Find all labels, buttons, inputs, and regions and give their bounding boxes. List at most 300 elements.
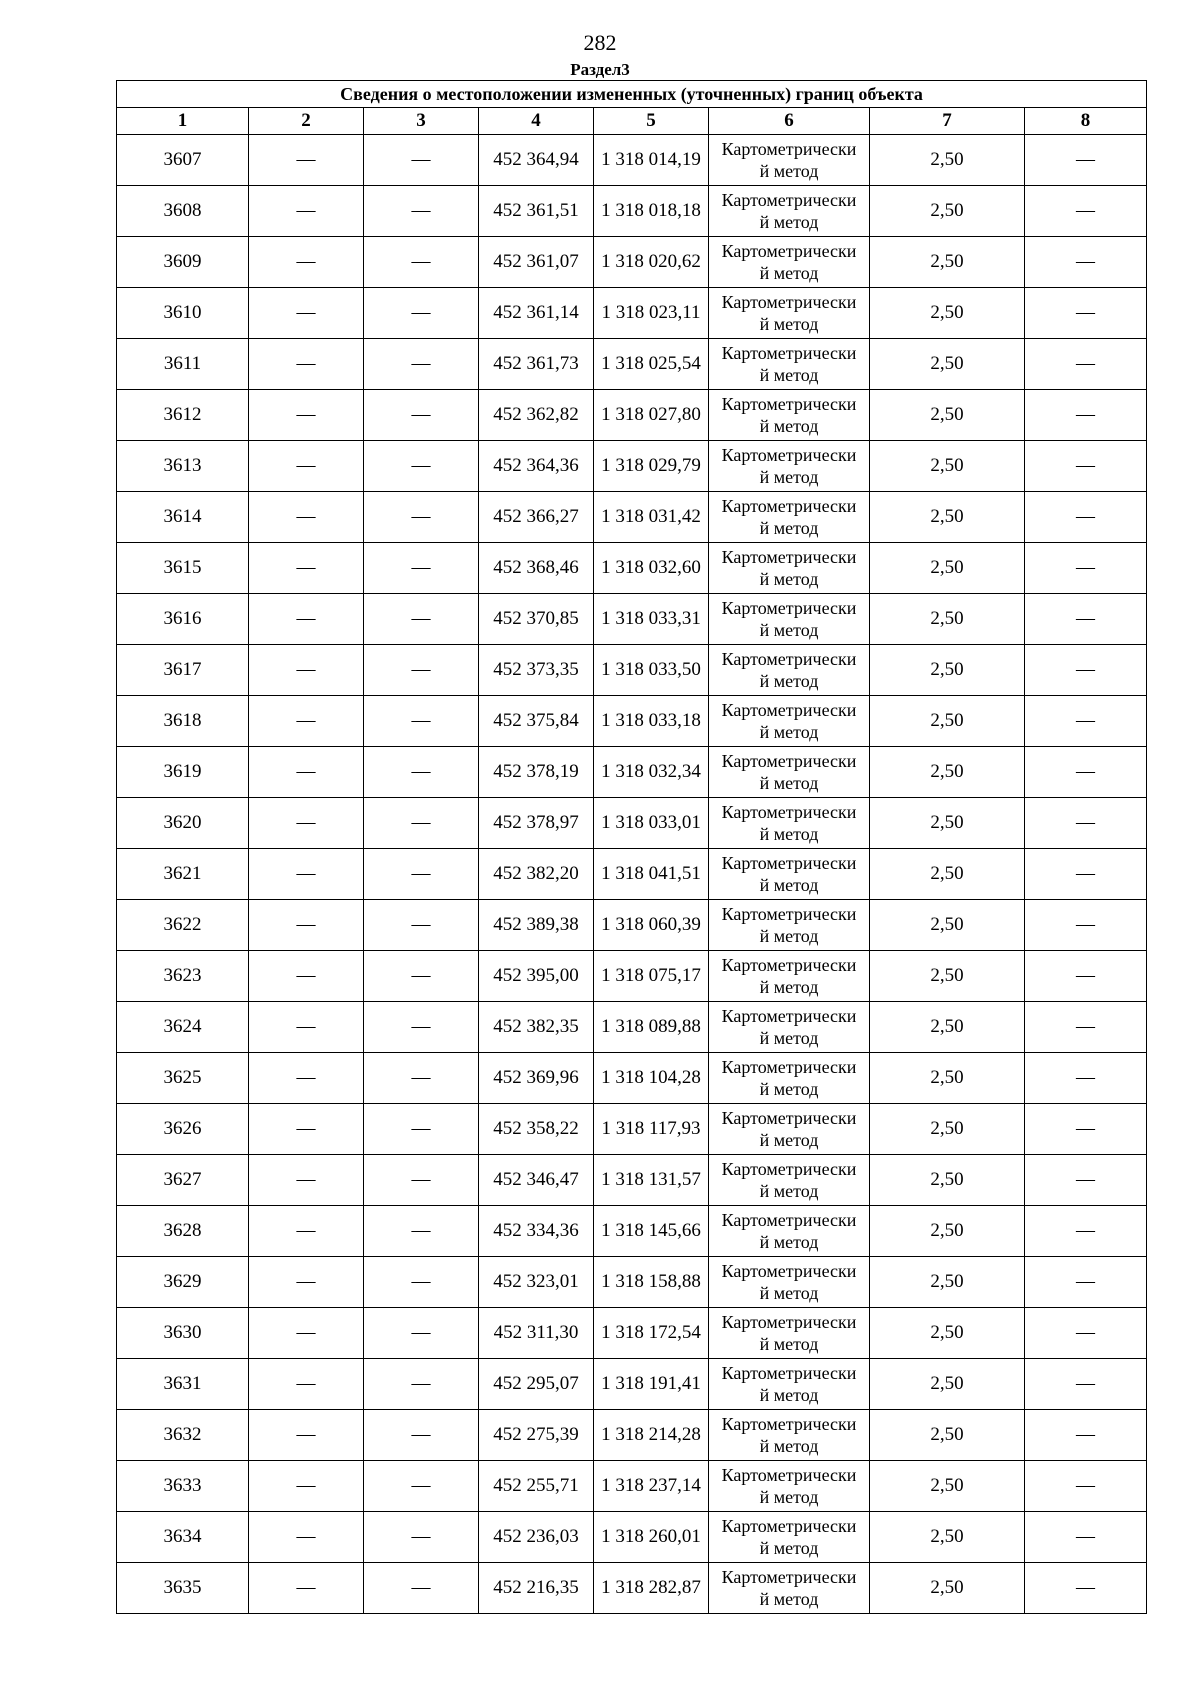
method-text-line1: Картометрически [721,598,857,618]
method-cell [709,1563,870,1614]
coordinate-y: 1 318 032,34 [594,747,709,798]
table-row [117,1002,1147,1053]
method-text-line1: Картометрически [721,1159,857,1179]
point-number: 3611 [117,339,249,390]
table-body [117,135,1147,1614]
accuracy-value: 2,50 [870,186,1025,237]
coordinate-y: 1 318 023,11 [594,288,709,339]
table-row [117,237,1147,288]
accuracy-value: 2,50 [870,441,1025,492]
empty-dash: — [1025,1308,1147,1359]
method-cell [709,900,870,951]
empty-dash: — [249,747,364,798]
point-number: 3629 [117,1257,249,1308]
empty-dash: — [249,594,364,645]
method-text-line1: Картометрически [721,1312,857,1332]
point-number: 3621 [117,849,249,900]
coordinate-x: 452 382,20 [479,849,594,900]
empty-dash: — [1025,543,1147,594]
method-text-line2: й метод [759,416,819,436]
method-text-line1: Картометрически [721,1414,857,1434]
coordinate-x: 452 311,30 [479,1308,594,1359]
empty-dash: — [249,390,364,441]
empty-dash: — [1025,1206,1147,1257]
method-text-line2: й метод [759,1334,819,1354]
table-row [117,1563,1147,1614]
method-cell [709,1104,870,1155]
method-cell [709,1359,870,1410]
table-caption: Сведения о местоположении измененных (уточненных) границ объекта [117,81,1147,108]
accuracy-value: 2,50 [870,1512,1025,1563]
method-text-line1: Картометрически [721,1006,857,1026]
coordinate-x: 452 378,19 [479,747,594,798]
empty-dash: — [364,135,479,186]
table-row [117,747,1147,798]
coordinate-x: 452 323,01 [479,1257,594,1308]
coordinate-y: 1 318 075,17 [594,951,709,1002]
point-number: 3620 [117,798,249,849]
coordinate-y: 1 318 131,57 [594,1155,709,1206]
method-text-line2: й метод [759,1079,819,1099]
accuracy-value: 2,50 [870,1155,1025,1206]
table-row [117,1104,1147,1155]
point-number: 3624 [117,1002,249,1053]
coordinate-x: 452 358,22 [479,1104,594,1155]
coordinate-x: 452 366,27 [479,492,594,543]
table-row [117,1461,1147,1512]
column-number: 3 [364,108,479,135]
empty-dash: — [1025,849,1147,900]
method-text-line2: й метод [759,1181,819,1201]
empty-dash: — [249,492,364,543]
method-cell [709,696,870,747]
point-number: 3613 [117,441,249,492]
point-number: 3623 [117,951,249,1002]
table-row [117,900,1147,951]
coordinate-y: 1 318 033,50 [594,645,709,696]
accuracy-value: 2,50 [870,645,1025,696]
table-row [117,1053,1147,1104]
method-cell [709,1257,870,1308]
point-number: 3619 [117,747,249,798]
empty-dash: — [1025,441,1147,492]
empty-dash: — [364,288,479,339]
table-row [117,1410,1147,1461]
coordinates-table [116,80,1147,1614]
table-row [117,186,1147,237]
method-cell [709,390,870,441]
method-text-line1: Картометрически [721,1567,857,1587]
table-row [117,594,1147,645]
method-cell [709,798,870,849]
method-text-line2: й метод [759,1385,819,1405]
method-text-line2: й метод [759,671,819,691]
method-text-line2: й метод [759,977,819,997]
method-text-line2: й метод [759,1436,819,1456]
coordinate-y: 1 318 145,66 [594,1206,709,1257]
empty-dash: — [1025,390,1147,441]
method-text-line1: Картометрически [721,343,857,363]
coordinate-y: 1 318 033,18 [594,696,709,747]
empty-dash: — [249,1308,364,1359]
empty-dash: — [249,186,364,237]
accuracy-value: 2,50 [870,492,1025,543]
table-row [117,849,1147,900]
method-cell [709,1410,870,1461]
coordinate-y: 1 318 060,39 [594,900,709,951]
coordinate-x: 452 378,97 [479,798,594,849]
method-text-line2: й метод [759,1538,819,1558]
empty-dash: — [364,492,479,543]
point-number: 3631 [117,1359,249,1410]
empty-dash: — [364,390,479,441]
empty-dash: — [249,1410,364,1461]
empty-dash: — [1025,1002,1147,1053]
coordinate-y: 1 318 260,01 [594,1512,709,1563]
coordinate-y: 1 318 117,93 [594,1104,709,1155]
accuracy-value: 2,50 [870,951,1025,1002]
empty-dash: — [249,951,364,1002]
method-text-line2: й метод [759,722,819,742]
empty-dash: — [364,747,479,798]
empty-dash: — [364,339,479,390]
empty-dash: — [364,900,479,951]
coordinate-y: 1 318 089,88 [594,1002,709,1053]
empty-dash: — [1025,1359,1147,1410]
empty-dash: — [364,441,479,492]
accuracy-value: 2,50 [870,1359,1025,1410]
method-text-line2: й метод [759,518,819,538]
method-text-line2: й метод [759,1589,819,1609]
point-number: 3609 [117,237,249,288]
empty-dash: — [364,1002,479,1053]
coordinate-x: 452 275,39 [479,1410,594,1461]
method-text-line1: Картометрически [721,394,857,414]
method-text-line2: й метод [759,1283,819,1303]
point-number: 3622 [117,900,249,951]
coordinate-x: 452 216,35 [479,1563,594,1614]
method-cell [709,135,870,186]
empty-dash: — [249,441,364,492]
empty-dash: — [1025,1155,1147,1206]
column-number: 4 [479,108,594,135]
empty-dash: — [1025,696,1147,747]
method-cell [709,1512,870,1563]
method-text-line1: Картометрически [721,190,857,210]
method-cell [709,645,870,696]
point-number: 3617 [117,645,249,696]
table-row [117,1206,1147,1257]
empty-dash: — [1025,135,1147,186]
table-row [117,1257,1147,1308]
coordinate-y: 1 318 191,41 [594,1359,709,1410]
method-cell [709,237,870,288]
coordinate-y: 1 318 025,54 [594,339,709,390]
empty-dash: — [364,1461,479,1512]
accuracy-value: 2,50 [870,798,1025,849]
coordinate-y: 1 318 014,19 [594,135,709,186]
coordinate-y: 1 318 031,42 [594,492,709,543]
point-number: 3616 [117,594,249,645]
method-text-line1: Картометрически [721,1261,857,1281]
method-text-line1: Картометрически [721,1516,857,1536]
accuracy-value: 2,50 [870,1563,1025,1614]
method-text-line2: й метод [759,1232,819,1252]
empty-dash: — [249,288,364,339]
empty-dash: — [364,798,479,849]
table-row [117,543,1147,594]
coordinate-x: 452 370,85 [479,594,594,645]
coordinate-x: 452 362,82 [479,390,594,441]
accuracy-value: 2,50 [870,237,1025,288]
coordinate-x: 452 395,00 [479,951,594,1002]
method-text-line2: й метод [759,161,819,181]
coordinate-y: 1 318 041,51 [594,849,709,900]
empty-dash: — [364,1155,479,1206]
empty-dash: — [364,645,479,696]
coordinate-x: 452 375,84 [479,696,594,747]
point-number: 3610 [117,288,249,339]
empty-dash: — [364,594,479,645]
coordinate-x: 452 389,38 [479,900,594,951]
empty-dash: — [364,696,479,747]
coordinate-y: 1 318 029,79 [594,441,709,492]
empty-dash: — [249,849,364,900]
empty-dash: — [1025,1461,1147,1512]
method-text-line1: Картометрически [721,292,857,312]
column-number: 1 [117,108,249,135]
empty-dash: — [364,1257,479,1308]
method-cell [709,543,870,594]
empty-dash: — [364,1053,479,1104]
table-row [117,288,1147,339]
point-number: 3618 [117,696,249,747]
table-row [117,798,1147,849]
coordinate-x: 452 361,51 [479,186,594,237]
empty-dash: — [364,1563,479,1614]
empty-dash: — [364,1104,479,1155]
empty-dash: — [364,1410,479,1461]
method-cell [709,1308,870,1359]
empty-dash: — [1025,288,1147,339]
table-row [117,441,1147,492]
coordinate-x: 452 373,35 [479,645,594,696]
table-row [117,390,1147,441]
coordinate-y: 1 318 020,62 [594,237,709,288]
column-number-row [117,108,1147,135]
empty-dash: — [364,1359,479,1410]
page-number: 282 [583,30,617,55]
method-text-line1: Картометрически [721,1057,857,1077]
coordinate-y: 1 318 214,28 [594,1410,709,1461]
method-text-line2: й метод [759,926,819,946]
coordinate-x: 452 361,73 [479,339,594,390]
accuracy-value: 2,50 [870,1410,1025,1461]
method-cell [709,441,870,492]
method-text-line1: Картометрически [721,1108,857,1128]
coordinate-x: 452 236,03 [479,1512,594,1563]
method-cell [709,492,870,543]
empty-dash: — [249,237,364,288]
empty-dash: — [249,645,364,696]
empty-dash: — [249,1104,364,1155]
coordinate-x: 452 369,96 [479,1053,594,1104]
method-text-line1: Картометрически [721,1465,857,1485]
point-number: 3628 [117,1206,249,1257]
accuracy-value: 2,50 [870,1257,1025,1308]
method-text-line1: Картометрически [721,547,857,567]
point-number: 3633 [117,1461,249,1512]
table-row [117,1359,1147,1410]
coordinate-y: 1 318 033,31 [594,594,709,645]
method-text-line1: Картометрически [721,751,857,771]
method-text-line1: Картометрически [721,1363,857,1383]
method-text-line2: й метод [759,263,819,283]
empty-dash: — [1025,1512,1147,1563]
coordinate-x: 452 334,36 [479,1206,594,1257]
empty-dash: — [364,186,479,237]
method-text-line1: Картометрически [721,904,857,924]
accuracy-value: 2,50 [870,543,1025,594]
empty-dash: — [1025,900,1147,951]
point-number: 3608 [117,186,249,237]
empty-dash: — [364,1308,479,1359]
point-number: 3627 [117,1155,249,1206]
empty-dash: — [364,951,479,1002]
empty-dash: — [249,543,364,594]
empty-dash: — [1025,339,1147,390]
method-text-line2: й метод [759,875,819,895]
empty-dash: — [1025,1257,1147,1308]
method-cell [709,849,870,900]
point-number: 3625 [117,1053,249,1104]
accuracy-value: 2,50 [870,1104,1025,1155]
column-number: 5 [594,108,709,135]
empty-dash: — [249,798,364,849]
coordinate-y: 1 318 027,80 [594,390,709,441]
method-text-line1: Картометрически [721,1210,857,1230]
point-number: 3632 [117,1410,249,1461]
table-row [117,696,1147,747]
method-cell [709,951,870,1002]
column-number: 2 [249,108,364,135]
coordinate-x: 452 346,47 [479,1155,594,1206]
method-text-line2: й метод [759,365,819,385]
empty-dash: — [249,1155,364,1206]
empty-dash: — [249,1053,364,1104]
empty-dash: — [1025,1563,1147,1614]
point-number: 3612 [117,390,249,441]
method-cell [709,594,870,645]
method-text-line1: Картометрически [721,700,857,720]
method-text-line1: Картометрически [721,853,857,873]
coordinate-y: 1 318 282,87 [594,1563,709,1614]
method-text-line1: Картометрически [721,445,857,465]
point-number: 3626 [117,1104,249,1155]
empty-dash: — [1025,1410,1147,1461]
empty-dash: — [249,1512,364,1563]
empty-dash: — [1025,492,1147,543]
coordinate-y: 1 318 032,60 [594,543,709,594]
method-text-line2: й метод [759,620,819,640]
table-row [117,1512,1147,1563]
method-cell [709,1461,870,1512]
empty-dash: — [364,849,479,900]
empty-dash: — [1025,951,1147,1002]
method-cell [709,288,870,339]
accuracy-value: 2,50 [870,696,1025,747]
method-text-line2: й метод [759,1130,819,1150]
accuracy-value: 2,50 [870,1308,1025,1359]
column-number: 6 [709,108,870,135]
accuracy-value: 2,50 [870,900,1025,951]
point-number: 3630 [117,1308,249,1359]
coordinate-y: 1 318 104,28 [594,1053,709,1104]
empty-dash: — [364,1206,479,1257]
method-cell [709,1053,870,1104]
accuracy-value: 2,50 [870,288,1025,339]
method-text-line2: й метод [759,773,819,793]
empty-dash: — [1025,798,1147,849]
empty-dash: — [1025,594,1147,645]
method-text-line1: Картометрически [721,802,857,822]
empty-dash: — [249,339,364,390]
accuracy-value: 2,50 [870,1053,1025,1104]
method-text-line2: й метод [759,1028,819,1048]
empty-dash: — [249,1563,364,1614]
column-number: 7 [870,108,1025,135]
accuracy-value: 2,50 [870,849,1025,900]
empty-dash: — [1025,1104,1147,1155]
method-text-line2: й метод [759,314,819,334]
point-number: 3607 [117,135,249,186]
empty-dash: — [249,696,364,747]
method-cell [709,1206,870,1257]
empty-dash: — [249,1461,364,1512]
empty-dash: — [364,543,479,594]
accuracy-value: 2,50 [870,1461,1025,1512]
coordinate-y: 1 318 018,18 [594,186,709,237]
method-cell [709,1002,870,1053]
coordinate-x: 452 361,07 [479,237,594,288]
empty-dash: — [1025,645,1147,696]
method-text-line2: й метод [759,569,819,589]
accuracy-value: 2,50 [870,339,1025,390]
table-row [117,951,1147,1002]
section-title: Раздел3 [570,60,630,79]
accuracy-value: 2,50 [870,135,1025,186]
empty-dash: — [249,1359,364,1410]
method-text-line1: Картометрически [721,241,857,261]
empty-dash: — [249,1002,364,1053]
accuracy-value: 2,50 [870,747,1025,798]
coordinate-y: 1 318 158,88 [594,1257,709,1308]
coordinate-x: 452 361,14 [479,288,594,339]
point-number: 3635 [117,1563,249,1614]
table-row [117,645,1147,696]
point-number: 3634 [117,1512,249,1563]
method-cell [709,339,870,390]
empty-dash: — [249,900,364,951]
empty-dash: — [1025,237,1147,288]
table-row [117,492,1147,543]
coordinate-x: 452 382,35 [479,1002,594,1053]
method-cell [709,1155,870,1206]
method-text-line1: Картометрически [721,139,857,159]
accuracy-value: 2,50 [870,1206,1025,1257]
empty-dash: — [364,1512,479,1563]
method-cell [709,186,870,237]
